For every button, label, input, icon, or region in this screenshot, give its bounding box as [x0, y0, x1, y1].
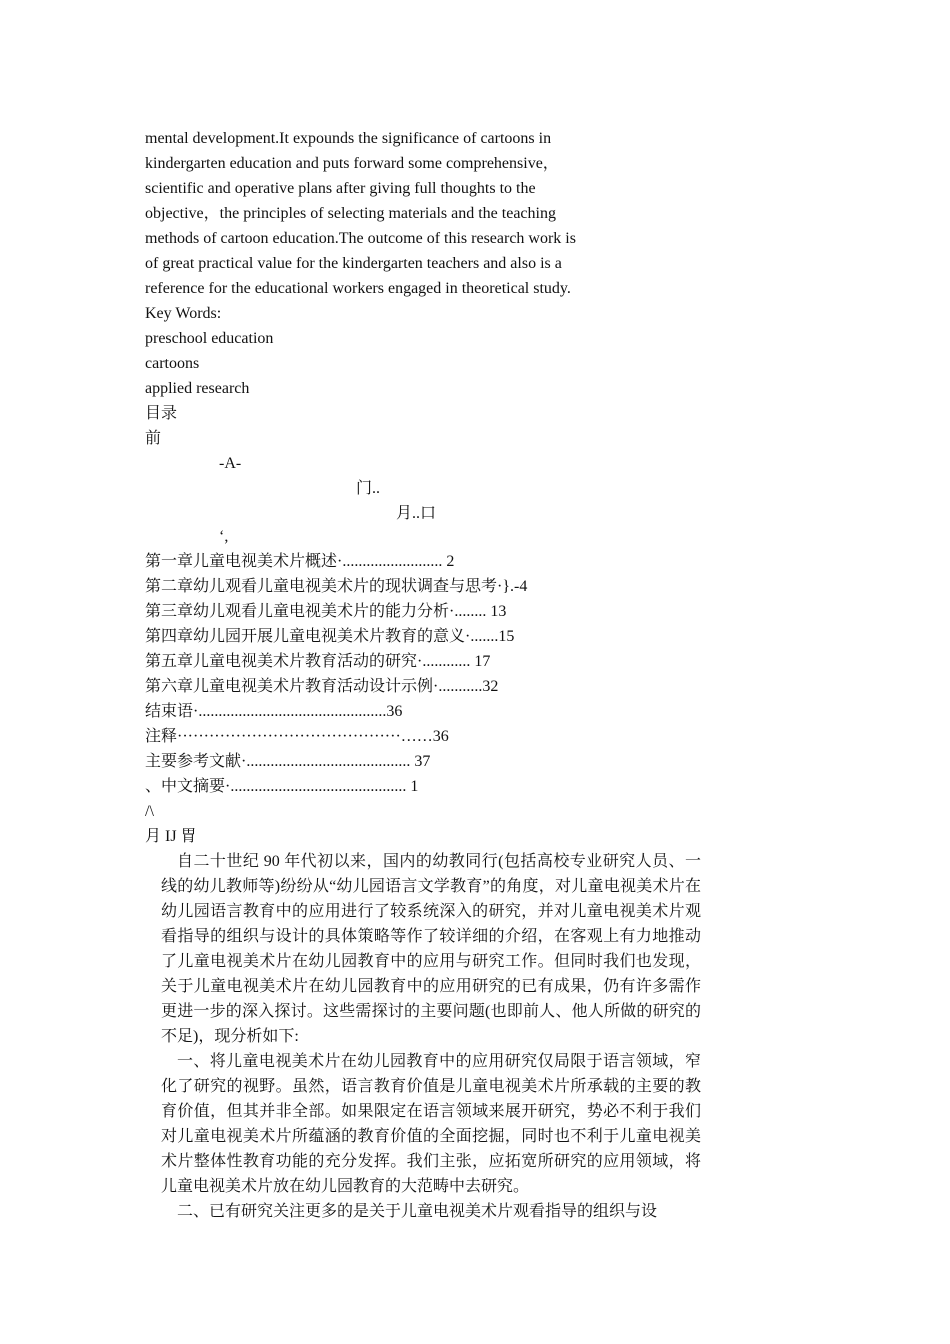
abstract-line: kindergarten education and puts forward some comprehensive，	[145, 155, 559, 172]
toc-entry: 第二章幼儿观看儿童电视美术片的现状调查与思考·}.-4	[145, 578, 528, 595]
body-paragraph: 二、已有研究关注更多的是关于儿童电视美术片观看指导的组织与设	[177, 1203, 658, 1220]
toc-entry: 注释··········································……36	[145, 728, 449, 745]
body-text	[161, 849, 701, 1224]
toc-entry: 第四章幼儿园开展儿童电视美术片教育的意义·.......15	[145, 628, 515, 645]
abstract-line: of great practical value for the kindergarten teachers and also is a	[145, 255, 562, 272]
toc-entry: 、中文摘要·............................................ 1	[145, 778, 419, 795]
garbled-men: 门..	[356, 480, 381, 497]
garbled-a-mark: -A-	[219, 455, 242, 472]
abstract-line: mental development.It expounds the significance of cartoons in	[145, 130, 552, 147]
table-of-contents	[145, 549, 527, 849]
garbled-char-qian: 前	[145, 430, 162, 447]
misc-line: 月 IJ 胃	[145, 828, 197, 845]
toc-entry: 第五章儿童电视美术片教育活动的研究·............ 17	[145, 653, 491, 670]
garbled-yue-kou: 月..口	[396, 505, 437, 522]
abstract-line: scientific and operative plans after giving full thoughts to the	[145, 180, 536, 197]
garbled-quote-mark: ‘,	[219, 528, 229, 545]
keyword-item: applied research	[145, 380, 250, 397]
toc-entry: 第一章儿童电视美术片概述·......................... 2	[145, 553, 455, 570]
misc-line: /\	[145, 803, 154, 820]
toc-entry: 主要参考文献·......................................... 37	[145, 753, 431, 770]
keyword-item: preschool education	[145, 330, 274, 347]
abstract-line: reference for the educational workers engaged in theoretical study.	[145, 280, 571, 297]
toc-heading: 目录	[145, 405, 178, 422]
toc-entry: 结束语·...............................................36	[145, 703, 403, 720]
abstract-line: methods of cartoon education.The outcome of this research work is	[145, 230, 576, 247]
english-abstract	[145, 126, 615, 451]
body-paragraph: 一、将儿童电视美术片在幼儿园教育中的应用研究仅局限于语言领域，窄化了研究的视野。虽然，语言教育价值是儿童电视美术片所承载的主要的教育价值，但其并非全部。如果限定在语言领域来展开研究，势必不利于我们对儿童电视美术片所蕴涵的教育价值的全面挖掘，同时也不利于儿童电视美术片整体性教育功能的充分发挥。我们主张，应拓宽所研究的应用领域，将儿童电视美术片放在幼儿园教育的大范畴中去研究。	[161, 1053, 701, 1195]
body-paragraph: 自二十世纪 90 年代初以来，国内的幼教同行(包括高校专业研究人员、一线的幼儿教师等)纷纷从“幼儿园语言文学教育”的角度，对儿童电视美术片在幼儿园语言教育中的应用进行了较系统深入的研究，并对儿童电视美术片观看指导的组织与设计的具体策略等作了较详细的介绍，在客观上有力地推动了儿童电视美术片在幼儿园教育中的应用与研究工作。但同时我们也发现，关于儿童电视美术片在幼儿园教育中的应用研究的已有成果，仍有许多需作更进一步的深入探讨。这些需探讨的主要问题(也即前人、他人所做的研究的不足)，现分析如下:	[161, 853, 701, 1045]
toc-entry: 第六章儿童电视美术片教育活动设计示例·...........32	[145, 678, 499, 695]
keyword-item: cartoons	[145, 355, 200, 372]
keywords-label: Key Words:	[145, 305, 222, 322]
toc-entry: 第三章幼儿观看儿童电视美术片的能力分析·........ 13	[145, 603, 507, 620]
abstract-line: objective，the principles of selecting materials and the teaching	[145, 205, 556, 222]
